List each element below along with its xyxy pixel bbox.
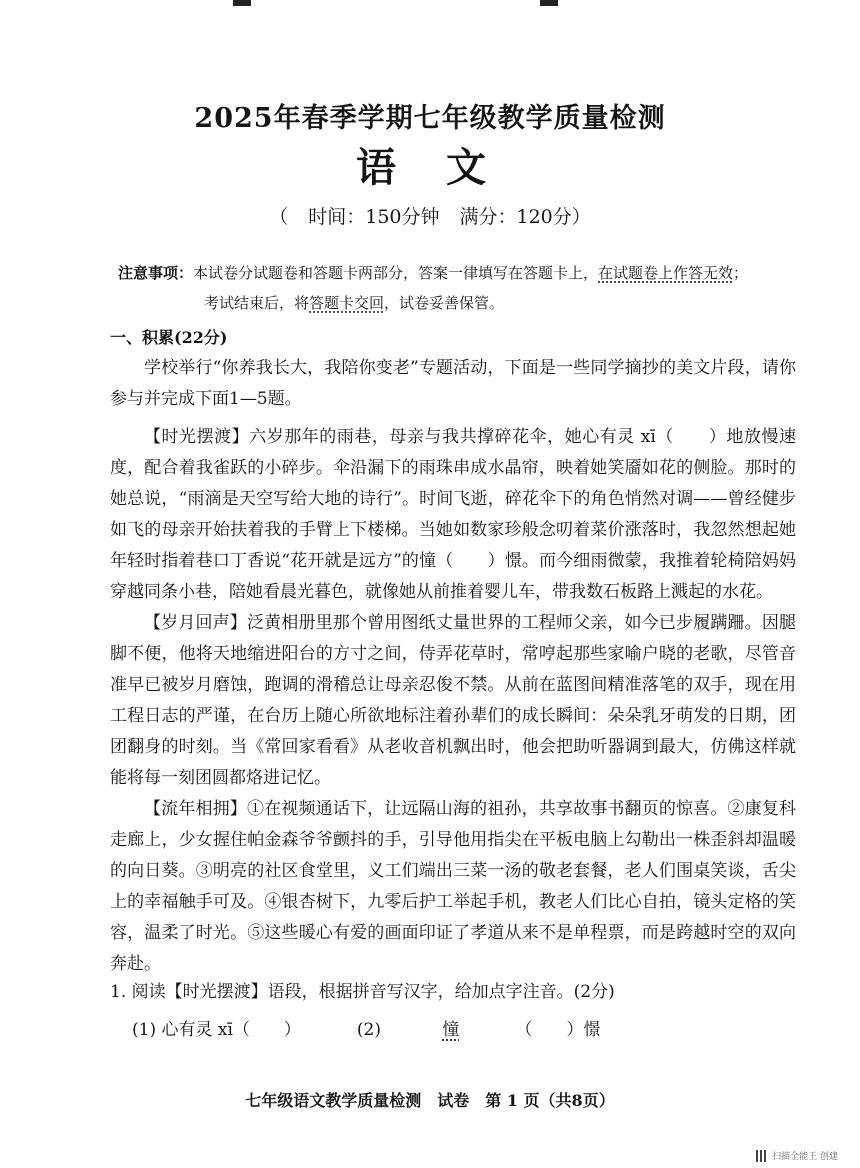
notice-text: 考试结束后，将: [204, 294, 310, 312]
page-footer: 七年级语文教学质量检测 试卷 第 1 页（共8页）: [245, 1091, 615, 1110]
exam-title: 2025年春季学期七年级教学质量检测: [194, 103, 666, 134]
section-intro: [110, 353, 796, 415]
question-1-items: [132, 1015, 712, 1040]
passage-tag: 【时光摆渡】: [144, 427, 250, 447]
full-score: 满分：120分）: [459, 206, 591, 228]
watermark-text: 扫描全能王 创建: [772, 1152, 838, 1162]
time-open-paren: （: [269, 206, 289, 228]
question-1-item-2: [357, 1020, 656, 1040]
notice-text: ，试卷妥善保管。: [384, 294, 505, 312]
time-score-info: [0, 202, 860, 229]
question-1-item-1: (1) 心有灵 xī（ ）: [132, 1020, 301, 1040]
notice-emphasis: 在试题卷上作答无效: [598, 264, 734, 282]
notice-text: 本试卷分试题卷和答题卡两部分，答案一律填写在答题卡上，: [193, 264, 599, 282]
passage-text: ①在视频通话下，让远隔山海的祖孙，共享故事书翻页的惊喜。②康复科走廊上，少女握住帕金森爷爷颤抖的手，引导他用指尖在平板电脑上勾勒出一株歪斜却温暖的向日葵。③明亮的社区食堂里，义工们端出三菜一汤的敬老套餐，老人们围桌笑谈，舌尖上的幸福触手可及。④银杏树下，九零后护工举起手机，教老人们比心自拍，镜头定格的笑容，温柔了时光。⑤这些暖心有爱的画面印证了孝道从来不是单程票，而是跨越时空的双向奔赴。: [110, 799, 797, 974]
passage-text: 六岁那年的雨巷，母亲与我共撑碎花伞，她心有灵 xī（ ）地放慢速度，配合着我雀跃的小碎步。伞沿漏下的雨珠串成水晶帘，映着她笑靥如花的侧脸。那时的她总说，“雨滴是天空写给大地的诗行”。时间飞逝，碎花伞下的角色悄然对调——曾经健步如飞的母亲开始扶着我的手臂上下楼梯。当她如数家珍般念叨着菜价涨落时，我忽然想起她年轻时指着巷口丁香说“花开就是远方”的憧（ ）憬。而今细雨微蒙，我推着轮椅陪妈妈穿越同条小巷，陪她看晨光暮色，就像她从前推着婴儿车，带我数石板路上溅起的水花。: [110, 427, 797, 602]
passage-tag: 【岁月回声】: [144, 613, 247, 633]
reading-passages: [110, 422, 796, 980]
notice-emphasis: 答题卡交回: [309, 294, 385, 312]
item-text: （ ）憬: [515, 1020, 601, 1040]
passage-1: [110, 422, 796, 608]
notice-text: ；: [733, 264, 749, 282]
notice-label: 注意事项：: [118, 264, 194, 282]
dotted-character: 憧: [442, 1020, 460, 1040]
time-limit: 时间：150分钟: [308, 206, 440, 228]
intro-paragraph: 学校举行“你养我长大，我陪你变老”专题活动，下面是一些同学摘抄的美文片段，请你参与并完成下面1—5题。: [110, 358, 796, 409]
notice-line-2: [118, 288, 798, 318]
question-1-stem: 1. 阅读【时光摆渡】语段，根据拼音写汉字，给加点字注音。(2分): [110, 982, 615, 1002]
scan-edge-mark: [233, 0, 251, 6]
passage-3: [110, 794, 796, 980]
section-heading: 一、积累(22分): [110, 328, 228, 347]
scanner-watermark: [756, 1149, 838, 1162]
qr-code-icon: [756, 1150, 768, 1162]
notice-block: [118, 258, 798, 318]
passage-tag: 【流年相拥】: [144, 799, 247, 819]
subject-title: 语 文: [356, 144, 504, 191]
item-number: (2): [356, 1020, 387, 1040]
passage-text: 泛黄相册里那个曾用图纸丈量世界的工程师父亲，如今已步履蹒跚。因腿脚不便，他将天地缩进阳台的方寸之间，侍弄花草时，常哼起那些家喻户晓的老歌，尽管音准早已被岁月磨蚀，跑调的滑稽总让母亲忍俊不禁。从前在蓝图间精准落笔的双手，现在用工程日志的严谨，在台历上随心所欲地标注着孙辈们的成长瞬间：朵朵乳牙萌发的日期，团团翻身的时刻。当《常回家看看》从老收音机飘出时，他会把助听器调到最大，仿佛这样就能将每一刻团圆都烙进记忆。: [110, 613, 797, 788]
scan-edge-mark: [540, 0, 558, 6]
passage-2: [110, 608, 796, 794]
notice-line-1: [118, 258, 798, 288]
